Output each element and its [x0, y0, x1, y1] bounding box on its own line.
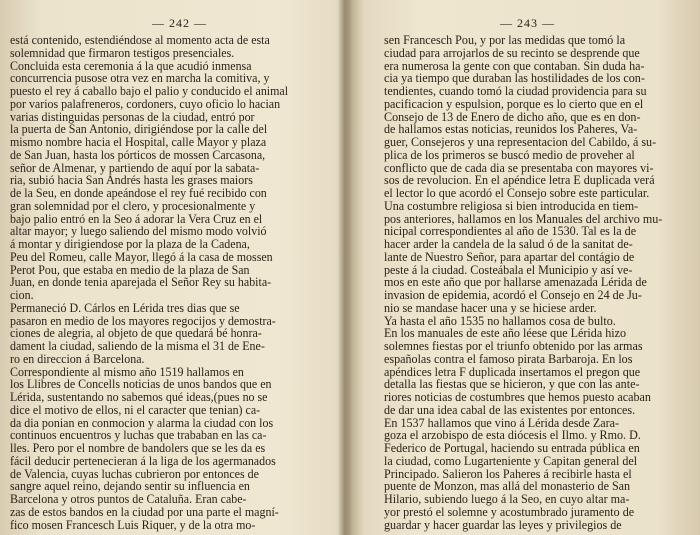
text-line: solemnidad que firmaron testigos presenciales. — [10, 45, 235, 60]
text-line: de San Juan, hasta los pórticos de mossen Carcasona, — [10, 147, 266, 162]
text-line: la puerta de San Antonio, dirigiéndose por la calle del — [10, 122, 268, 137]
text-line: riores noticias de costumbres que hemos puesto acaban — [384, 390, 651, 404]
text-line: hacer arder la candela de la salud ó de la sanitat de- — [384, 237, 633, 251]
text-line: fico mosen Francesch Luis Riquer, y de la otra mo- — [10, 517, 256, 532]
text-line: lante de Nuestro Señor, para apartar del contágio de — [384, 249, 635, 264]
text-line: era numerosa la gente con que contaban. Sin duda ha- — [384, 58, 645, 73]
text-line: por varios palafreneros, cordoners, cuyo oficio lo hacian — [10, 96, 281, 111]
text-line: ro en direccion á Barcelona. — [10, 351, 145, 366]
text-line: sos de revolucion. En el apéndice letra E duplicada verá — [384, 173, 655, 188]
text-line: zas de estos bandos en la ciudad por una parte el magní- — [10, 504, 279, 519]
text-line: de dar una idea cabal de las existentes por entonces. — [384, 402, 636, 417]
text-line: bajo palio entró en la Seo á adorar la Vera Cruz en el — [10, 211, 263, 226]
page-number: — 243 — — [500, 16, 555, 30]
text-line: españolas contra el famoso pirata Barbaroja. En los — [384, 351, 633, 366]
text-line: Consejo de 13 de Enero de dicho año, que es en don- — [384, 109, 641, 124]
text-line: nicipal correspondientes al año de 1530. Tal es la de — [384, 224, 637, 239]
text-line: guer, Consejeros y una representacion del Cabildo, á su- — [384, 135, 657, 149]
text-line: peste á la ciudad. Costeábala el Municipio y así ve- — [384, 262, 633, 277]
text-line: concurrencia pusose otra vez en marcha la comitiva, y — [10, 71, 270, 86]
text-line: plica de los primeros se buscó medio de proveher al — [384, 147, 635, 162]
book-gutter — [338, 0, 352, 535]
text-line: Barcelona y otros puntos de Cataluña. Eran cabe- — [10, 492, 247, 506]
right-page — [352, 0, 700, 535]
text-line: el lector lo que acordó el Consejo sobre este particular. — [384, 186, 650, 200]
text-line: Hilario, subiendo luego á la Seo, en cuyo altar ma- — [384, 492, 630, 506]
left-page — [0, 0, 340, 535]
text-line: fácil deducir pertenecieran á la liga de los agermanados — [10, 453, 276, 468]
text-line: En 1537 hallamos que vino á Lérida desde Zara- — [384, 415, 620, 430]
text-line: Correspondiente al mismo año 1519 hallamos en — [10, 364, 244, 379]
text-line: de la Seu, en donde apeándose el rey fué recibido con — [10, 186, 267, 200]
text-line: conflicto que de cada dia se presentaba con mayores vi- — [384, 160, 654, 175]
text-line: yor prestó el solemne y acostumbrado juramento de — [384, 504, 635, 519]
text-line: dice el motivo de ellos, ni el caracter que tenian) ca- — [10, 402, 261, 417]
text-line: señor de Almenar, y partiendo de aquí por la sabata- — [10, 160, 260, 175]
text-line: Juan, en donde tenia aparejada el Señor Rey su habita- — [10, 275, 272, 290]
text-line: Una costumbre religiosa si bien introducida en tiem- — [384, 198, 639, 213]
text-line: puente de Monzon, mas allá del monasterio de San — [384, 479, 631, 494]
text-line: nio se mandase hacer una y se hiciese arder. — [384, 300, 597, 315]
text-line: ciones de alegria, al objeto de que quedará bé honra- — [10, 326, 262, 341]
page-number: — 242 — — [152, 16, 207, 30]
text-line: está contenido, estendiéndose al momento acta de esta — [10, 33, 270, 47]
text-line: goza el arzobispo de esta diócesis el Ilmo. y Rmo. D. — [384, 428, 641, 443]
text-line: gran solemnidad por el clero, y procesionalmente y — [10, 198, 256, 213]
text-line: En los manuales de este año léese que Lérida hizo — [384, 326, 627, 341]
text-line: Lérida, sustentando no sabemos qué ideas,(pues no se — [10, 390, 268, 404]
text-line: pasaron en medio de los mayores regocijos y demostra- — [10, 313, 276, 328]
text-line: sen Francesch Pou, y por las medidas que tomó la — [384, 33, 626, 47]
text-line: apéndices letra F duplicada insertamos el pregon que — [384, 364, 641, 379]
text-line: cia ya tiempo que duraban las hostilidades de los con- — [384, 71, 645, 86]
text-line: mismo nombre hacia el Hospital, calle Mayor y plaza — [10, 135, 267, 149]
text-line: de Valencia, cuyas luchas cubrieron por entonces de — [10, 466, 259, 481]
text-line: mos en este año que por hallarse amenazada Lérida de — [384, 275, 647, 290]
text-line: altar mayor; y luego saliendo del mismo modo volvió — [10, 224, 267, 239]
text-line: sangre aquel reino, dejando sentir su influencia en — [10, 479, 250, 494]
text-line: Permaneció D. Cárlos en Lérida tres dias que se — [10, 300, 240, 315]
text-line: tendientes, cuando tomó la ciudad providencia para su — [384, 84, 647, 98]
text-line: ria, subió hacia San Andrés hasta les grases maiors — [10, 173, 253, 188]
text-line: da dia ponian en conmocion y alarma la ciudad con los — [10, 415, 274, 430]
text-line: detalla las fiestas que se hicieron, y que con las ante- — [384, 377, 640, 392]
text-line: de hallamos estas noticias, reunidos los Paheres, Va- — [384, 122, 638, 137]
text-line: Peu del Romeu, calle Mayor, llegó á la casa de mossen — [10, 249, 273, 264]
text-line: Concluida esta ceremonia á la que acudió inmensa — [10, 58, 252, 73]
text-line: invasion de epidemia, acordó el Consejo en 24 de Ju- — [384, 288, 642, 302]
text-line: Ya hasta el año 1535 no hallamos cosa de bulto. — [384, 313, 616, 328]
text-line: puesto el rey á caballo bajo el palio y conducido el animal — [10, 84, 289, 98]
text-line: cion. — [10, 288, 34, 302]
text-line: ciudad para arrojarlos de su recinto se desprende que — [384, 45, 640, 60]
text-line: Principado. Salieron los Paheres á recibirle hasta el — [384, 466, 632, 481]
text-line: lles. Pero por el nombre de bandolers que se les da es — [10, 441, 266, 455]
text-line: pacificacion y espulsion, porque es lo cierto que en el — [384, 96, 644, 111]
text-line: guardar y hacer guardar las leyes y privilegios de — [384, 517, 622, 532]
text-line: dament la ciudad, saliendo de la misma el 31 de Ene- — [10, 339, 265, 353]
text-line: la ciudad, como Lugarteniente y Capitan general del — [384, 453, 638, 468]
text-line: pos anteriores, hallamos en los Manuales del archivo mu- — [384, 211, 663, 226]
text-line: á montar y dirigiendose por la plaza de la Cadena, — [10, 237, 250, 251]
text-line: varias distinguidas personas de la ciudad, entró por — [10, 109, 255, 124]
text-line: Perot Pou, que estaba en medio de la plaza de San — [10, 262, 250, 277]
text-line: los Llibres de Concells noticias de unos bandos que en — [10, 377, 272, 392]
text-line: continuos encuentros y luchas que trababan en las ca- — [10, 428, 267, 443]
text-line: Federico de Portugal, haciendo su entrada pública en — [384, 441, 640, 455]
text-line: solemnes fiestas por el triunfo obtenido por las armas — [384, 339, 643, 353]
